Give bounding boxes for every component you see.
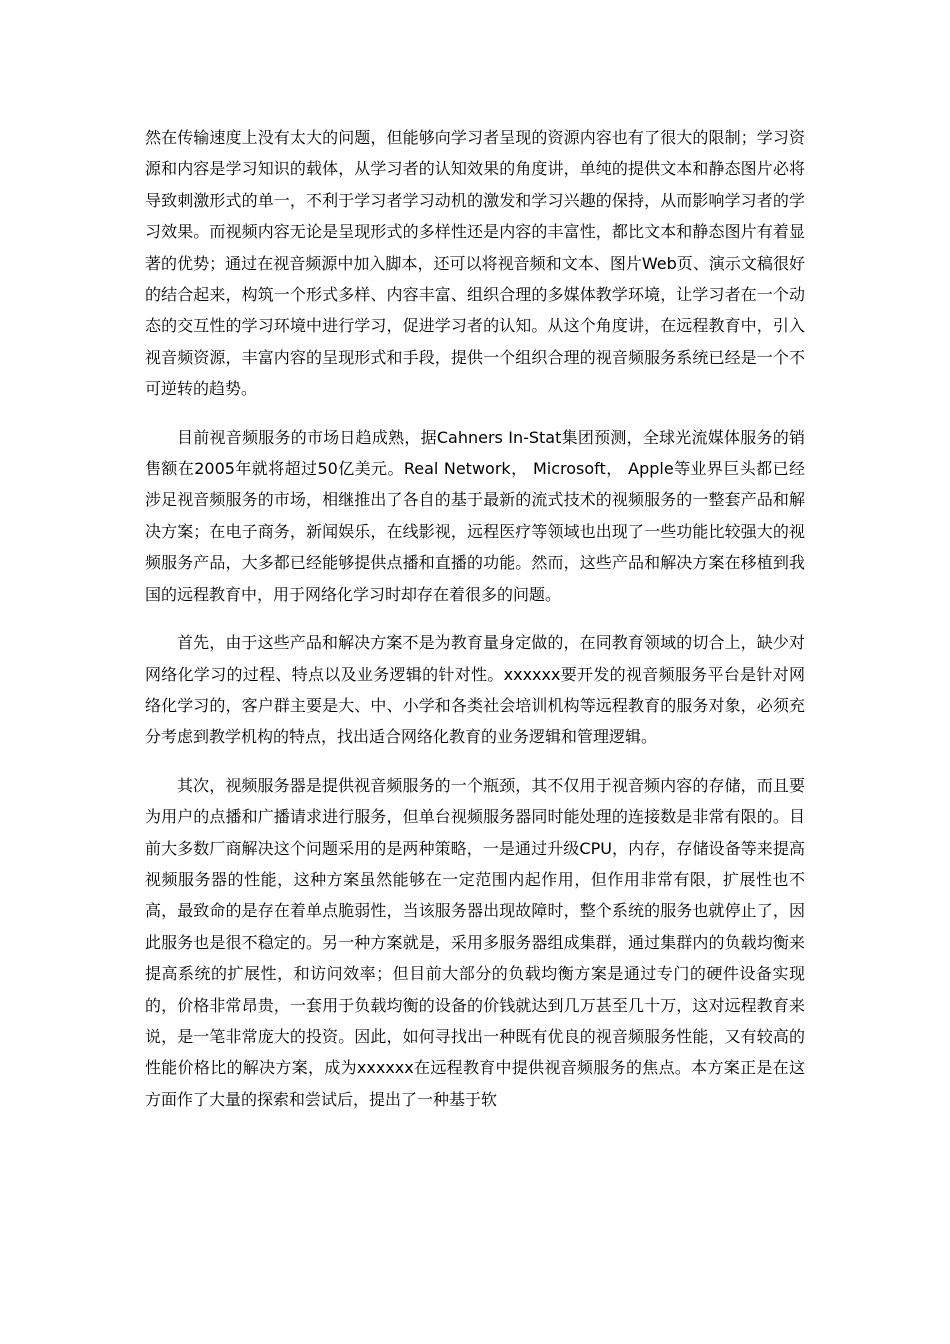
- paragraph-continuation: 然在传输速度上没有太大的问题，但能够向学习者呈现的资源内容也有了很大的限制；学习资源和内容是学习知识的载体，从学习者的认知效果的角度讲，单纯的提供文本和静态图片必将导致刺激形式的单一，不利于学习者学习动机的激发和学习兴趣的保持，从而影响学习者的学习效果。而视频内容无论是呈现形式的多样性还是内容的丰富性，都比文本和静态图片有着显著的优势；通过在视音频源中加入脚本，还可以将视音频和文本、图片Web页、演示文稿很好的结合起来，构筑一个形式多样、内容丰富、组织合理的多媒体教学环境，让学习者在一个动态的交互性的学习环境中进行学习，促进学习者的认知。从这个角度讲，在远程教育中，引入视音频资源，丰富内容的呈现形式和手段，提供一个组织合理的视音频服务系统已经是一个不可逆转的趋势。: [145, 128, 805, 399]
- paragraph-second-issue: 其次，视频服务器是提供视音频服务的一个瓶颈，其不仅用于视音频内容的存储，而且要为用户的点播和广播请求进行服务，但单台视频服务器同时能处理的连接数是非常有限的。目前大多数厂商解决这个问题采用的是两种策略，一是通过升级CPU，内存，存储设备等来提高视频服务器的性能，这种方案虽然能够在一定范围内起作用，但作用非常有限，扩展性也不高，最致命的是存在着单点脆弱性，当该服务器出现故障时，整个系统的服务也就停止了，因此服务也是很不稳定的。另一种方案就是，采用多服务器组成集群，通过集群内的负载均衡来提高系统的扩展性，和访问效率；但目前大部分的负载均衡方案是通过专门的硬件设备实现的，价格非常昂贵，一套用于负载均衡的设备的价钱就达到几万甚至几十万，这对远程教育来说，是一笔非常庞大的投资。因此，如何寻找出一种既有优良的视音频服务性能，又有较高的性能价格比的解决方案，成为xxxxxx在远程教育中提供视音频服务的焦点。本方案正是在这方面作了大量的探索和尝试后，提出了一种基于软: [145, 775, 805, 1109]
- paragraph-market: 目前视音频服务的市场日趋成熟，据Cahners In-Stat集团预测，全球光流媒体服务的销售额在2005年就将超过50亿美元。Real Network， Microsoft， Apple等业界巨头都已经涉足视音频服务的市场，相继推出了各自的基于最新的流式技术的视频服务的一整套产品和解决方案；在电子商务，新闻娱乐，在线影视，远程医疗等领域也出现了一些功能比较强大的视频服务产品，大多都已经能够提供点播和直播的功能。然而，这些产品和解决方案在移植到我国的远程教育中，用于网络化学习时却存在着很多的问题。: [145, 427, 805, 604]
- paragraph-first-issue: 首先，由于这些产品和解决方案不是为教育量身定做的，在同教育领域的切合上，缺少对网络化学习的过程、特点以及业务逻辑的针对性。xxxxxx要开发的视音频服务平台是针对网络化学习的，客户群主要是大、中、小学和各类社会培训机构等远程教育的服务对象，必须充分考虑到教学机构的特点，找出适合网络化教育的业务逻辑和管理逻辑。: [145, 633, 805, 747]
- document-page: [145, 122, 805, 1132]
